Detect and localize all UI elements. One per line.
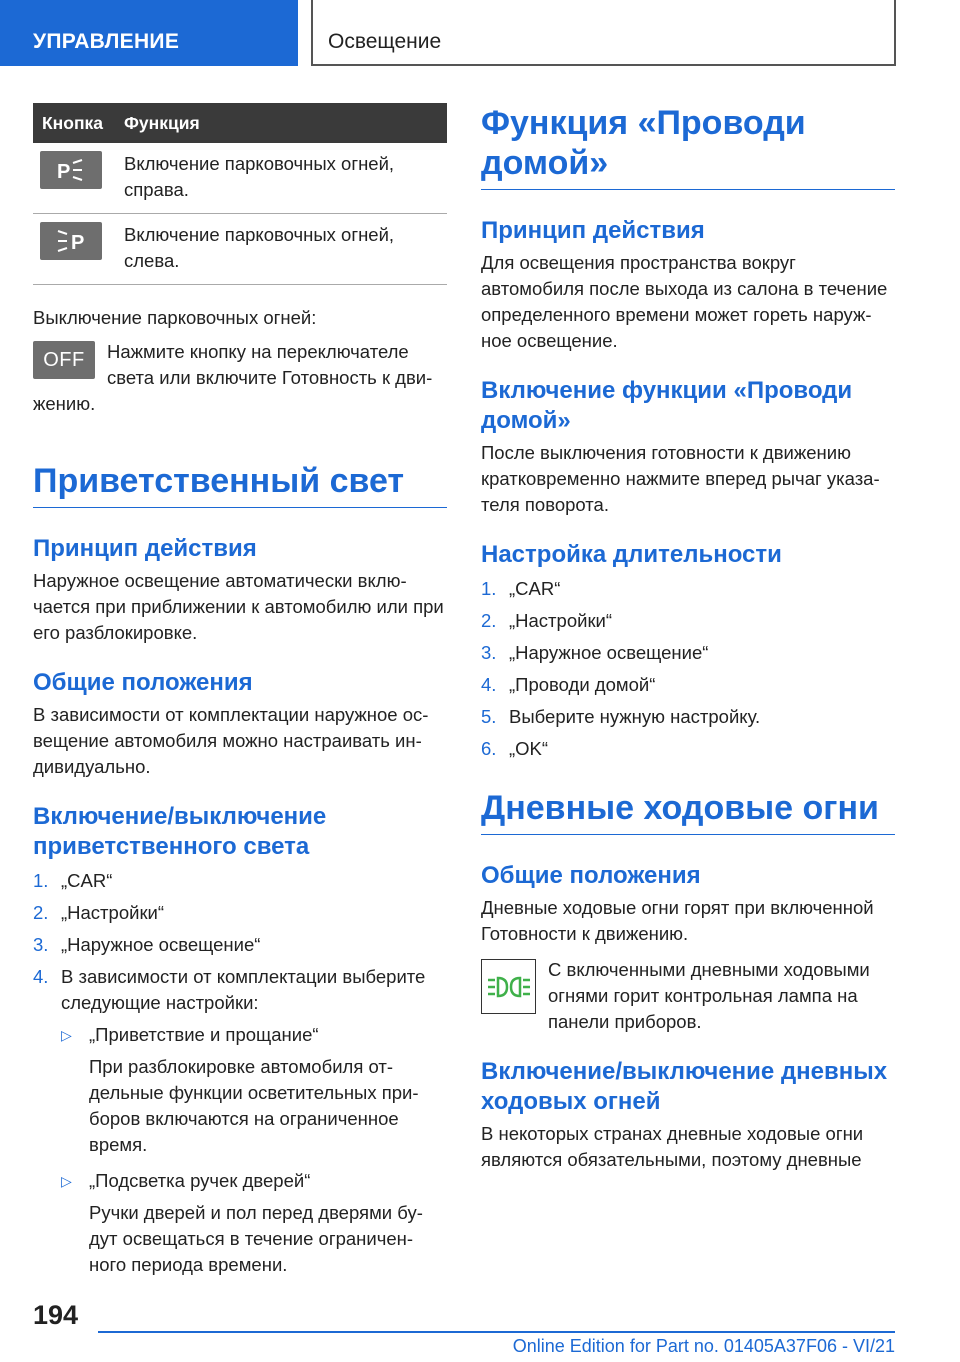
drl-onoff-text: В некоторых странах дневные ходовые огни являются обязательными, поэтому дневные [481, 1123, 864, 1170]
page-header [0, 0, 960, 66]
list-item: 4. „Проводи домой“ [481, 674, 656, 695]
drl-indicator-icon [481, 959, 536, 1014]
triangle-right-icon: ▷ [61, 1173, 72, 1189]
general-text: В зависимости от комплектации наружное ос-вещение автомобиля можно настраивать ин-дивидуально. [33, 704, 429, 777]
footer-divider [98, 1331, 895, 1333]
left-column [33, 103, 447, 1288]
table-header-button: Кнопка [33, 103, 124, 143]
general-title: Общие положения [481, 862, 701, 889]
list-item: 6. „OK“ [481, 738, 549, 759]
drl-indicator-text: С включенными дневными ходовыми огнями горит контрольная лампа на панели приборов. [548, 959, 870, 1032]
principle-text: Для освещения пространства вокруг автомобиля после выхода из салона в течение определенного времени может гореть наруж-ное освещение. [481, 252, 888, 351]
parking-light-left-icon [40, 222, 102, 260]
duration-steps-list [481, 576, 895, 762]
edition-label: Online Edition for Part no. 01405A37F06 - VI/21 [512, 1336, 895, 1356]
drl-indicator-block [481, 957, 895, 1035]
list-item: 3. „Наружное освещение“ [481, 642, 709, 663]
parking-off-intro: Выключение парковочных огней: [33, 307, 317, 328]
chapter-title: Освещение [311, 0, 896, 66]
svg-text:P: P [57, 161, 71, 182]
sub-list-item: ▷ „Подсветка ручек дверей“ Ручки дверей и пол перед дверями бу-дут освещаться в течение ограничен-ного периода времени. [61, 1170, 423, 1275]
page-footer [0, 1290, 960, 1362]
table-row [33, 143, 447, 214]
table-header-function: Функция [124, 103, 447, 143]
welcome-onoff-title: Включение/выключение приветственного света [33, 803, 327, 860]
parking-light-right-icon [40, 151, 102, 189]
page-number: 194 [33, 1300, 79, 1330]
principle-title: Принцип действия [33, 535, 257, 562]
triangle-right-icon: ▷ [61, 1027, 72, 1043]
button-function-table [33, 103, 447, 285]
list-item: 5. Выберите нужную настройку. [481, 706, 761, 727]
drl-onoff-title: Включение/выключение дневных ходовых огней [481, 1058, 888, 1115]
welcome-steps-list [33, 868, 447, 1278]
follow-me-home-title: Функция «Проводи домой» [481, 103, 895, 190]
sub-list-item: ▷ „Приветствие и прощание“ При разблокировке автомобиля от-дельные функции осветительных при-боров включаются на ограниченное время. [61, 1024, 419, 1155]
list-item: 3. „Наружное освещение“ [33, 934, 261, 955]
list-item: 2. „Настройки“ [33, 902, 165, 923]
welcome-light-title: Приветственный свет [33, 461, 447, 508]
section-tab: УПРАВЛЕНИЕ [0, 0, 298, 66]
settings-sub-list [61, 1022, 447, 1278]
list-item: 2. „Настройки“ [481, 610, 613, 631]
parking-off-block [33, 339, 447, 417]
right-column [481, 103, 895, 1173]
enable-function-text: После выключения готовности к движению кратковременно нажмите вперед рычаг указа-теля поворота. [481, 442, 880, 515]
principle-text: Наружное освещение автоматически вклю-чается при приближении к автомобилю или при его разблокировке. [33, 570, 444, 643]
duration-title: Настройка длительности [481, 541, 782, 568]
list-item: 1. „CAR“ [33, 870, 113, 891]
table-row [33, 214, 447, 285]
table-cell-function: Включение парковочных огней, справа. [124, 143, 447, 214]
general-text: Дневные ходовые огни горят при включенной Готовности к движению. [481, 897, 874, 944]
off-button-icon: OFF [33, 341, 95, 379]
parking-off-text: Нажмите кнопку на переключателе света или включите Готовность к дви-жению. [33, 341, 433, 414]
general-title: Общие положения [33, 669, 253, 696]
table-header-row [33, 103, 447, 143]
principle-title: Принцип действия [481, 217, 705, 244]
list-item: 1. „CAR“ [481, 578, 561, 599]
svg-text:P: P [71, 232, 85, 253]
table-cell-function: Включение парковочных огней, слева. [124, 214, 447, 285]
enable-function-title: Включение функции «Проводи домой» [481, 377, 853, 434]
list-item: 4. В зависимости от комплектации выберите следующие настройки: ▷ „Приветствие и прощание“ При разблокировке автомобиля от-дельные функции осветительных при-боров включаются на ограниченное время. ▷ „Подсветка ручек дверей“ Ручки дверей и пол перед дверями бу-дут освещаться в течение ограничен-ного периода времени. [33, 964, 447, 1278]
daytime-running-lights-title: Дневные ходовые огни [481, 788, 895, 835]
